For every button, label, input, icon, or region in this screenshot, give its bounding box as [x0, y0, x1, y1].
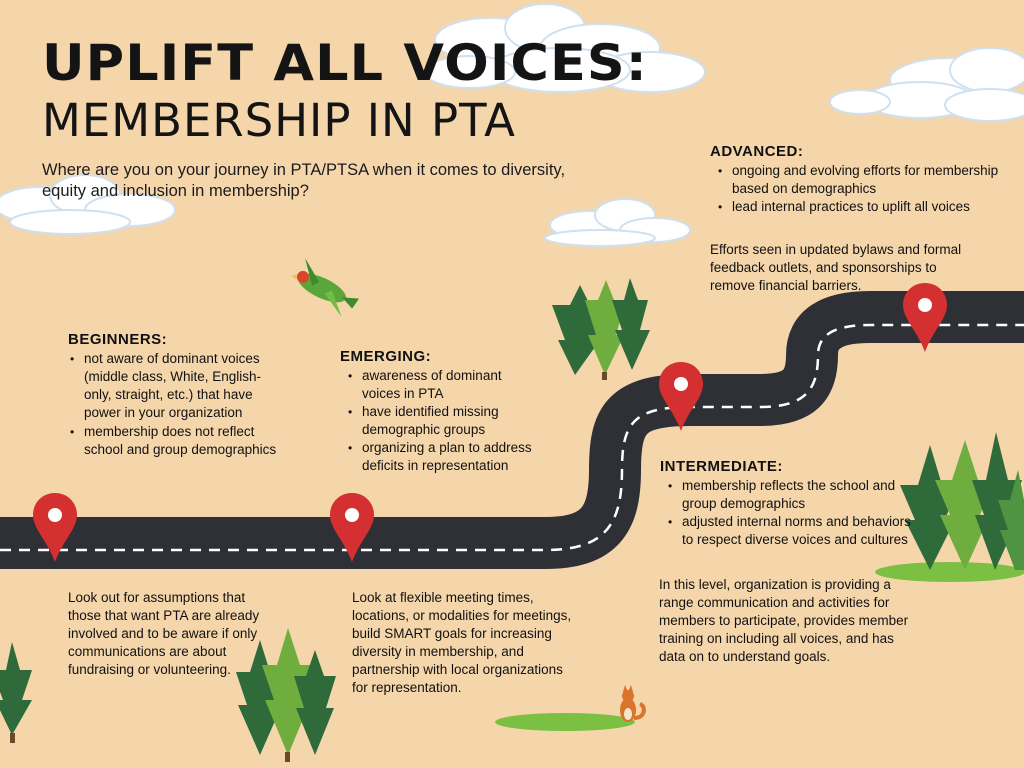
- stage-bullets: [68, 350, 288, 459]
- list-item: • membership reflects the school and group demographics: [682, 477, 925, 513]
- stage-bullets: [340, 367, 540, 475]
- list-item: • not aware of dominant voices (middle class, White, English-only, straight, etc.) that have power in your organization: [84, 350, 288, 422]
- stage-beginners: [68, 331, 288, 459]
- stage-advanced-description: Efforts seen in updated bylaws and formal feedback outlets, and sponsorships to remove financial barriers.: [710, 242, 962, 293]
- stage-intermediate-description: In this level, organization is providing a range communication and activities for members to participate, provides member training on including all voices, and has data on to understand goals.: [659, 577, 909, 664]
- fox-icon: [620, 685, 644, 722]
- stage-heading: BEGINNERS:: [68, 331, 168, 348]
- stage-heading: INTERMEDIATE:: [660, 458, 783, 475]
- page-title-line2: MEMBERSHIP IN PTA: [42, 94, 516, 147]
- tree-group-top: [552, 278, 650, 380]
- stage-intermediate: [660, 458, 925, 549]
- list-item: • adjusted internal norms and behaviors to respect diverse voices and cultures: [682, 513, 925, 549]
- stage-beginners-description: Look out for assumptions that those that want PTA are already involved and to be aware if only communications are about fundraising or volunteering.: [68, 590, 260, 677]
- list-item: • membership does not reflect school and group demographics: [84, 423, 288, 459]
- stage-advanced: [710, 143, 1010, 216]
- list-item: • lead internal practices to uplift all voices: [732, 198, 1010, 216]
- stage-bullets: [710, 162, 1010, 216]
- stage-bullets: [660, 477, 925, 549]
- tree-group-bottom-left: [0, 642, 32, 743]
- list-item: • organizing a plan to address deficits in representation: [362, 439, 540, 475]
- stage-heading: EMERGING:: [340, 348, 432, 365]
- page-title-line1: UPLIFT ALL VOICES:: [42, 34, 648, 92]
- list-item: • ongoing and evolving efforts for membership based on demographics: [732, 162, 1010, 198]
- list-item: • have identified missing demographic groups: [362, 403, 540, 439]
- parrot-icon: [284, 256, 364, 320]
- cloud-icon: [830, 48, 1024, 121]
- cloud-icon: [545, 199, 690, 246]
- stage-emerging: [340, 348, 540, 475]
- stage-heading: ADVANCED:: [710, 143, 804, 160]
- grass-patch: [495, 713, 635, 731]
- intro-text: Where are you on your journey in PTA/PTSA when it comes to diversity, equity and inclusion in membership?: [42, 161, 566, 200]
- list-item: • awareness of dominant voices in PTA: [362, 367, 540, 403]
- stage-emerging-description: Look at flexible meeting times, locations, or modalities for meetings, build SMART goals for increasing diversity in membership, and partnership with local organizations for representation.: [352, 590, 572, 695]
